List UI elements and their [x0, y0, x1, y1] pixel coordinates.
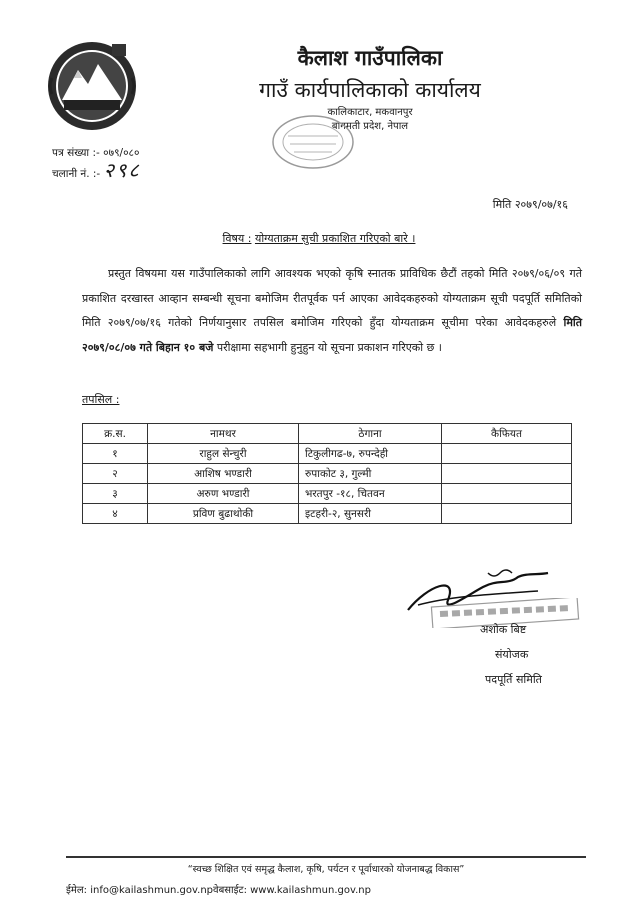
- col-serial: क्र.स.: [83, 424, 148, 444]
- footer-motto: “स्वच्छ शिक्षित एवं समृद्ध कैलाश, कृषि, पर्यटन र पूर्वाधारको योजनाबद्ध विकास”: [187, 864, 465, 875]
- signatory-committee: पदपूर्ति समिति: [485, 673, 542, 686]
- col-name: नामथर: [148, 424, 299, 444]
- letter-date: [493, 197, 568, 212]
- table-row: [83, 504, 572, 524]
- table-row: [83, 444, 572, 464]
- address-line-1: कालिकाटार, मकवानपुर: [327, 107, 413, 118]
- subject-label: विषय :: [222, 232, 252, 245]
- col-address: ठेगाना: [299, 424, 442, 444]
- merit-list-table: [82, 423, 572, 524]
- cell-address: टिकुलीगढ-७, रुपन्देही: [299, 444, 442, 464]
- cell-remarks: [442, 444, 572, 464]
- cell-name: प्रविण बुढाथोकी: [148, 504, 299, 524]
- cell-serial: ३: [83, 484, 148, 504]
- office-subtitle: गाउँ कार्यपालिकाको कार्यालय: [259, 78, 481, 102]
- details-label: तपसिल :: [82, 393, 120, 406]
- cell-address: इटहरी-२, सुनसरी: [299, 504, 442, 524]
- reference-value: ०७९/०८०: [103, 147, 140, 159]
- date-value: २०७९/०७/१६: [514, 198, 568, 211]
- signatory-name: अशोक बिष्ट: [480, 623, 527, 636]
- dispatch-number: [52, 156, 141, 183]
- cell-name: राहुल सेन्चुरी: [148, 444, 299, 464]
- dispatch-value: २९८: [103, 158, 141, 182]
- reference-label: पत्र संख्या :-: [52, 147, 100, 159]
- col-remarks: कैफियत: [442, 424, 572, 444]
- address-line-2: बागमती प्रदेश, नेपाल: [331, 121, 409, 132]
- signatory-role: संयोजक: [495, 648, 529, 661]
- cell-remarks: [442, 464, 572, 484]
- body-part-1: प्रस्तुत विषयमा यस गाउँपालिकाको लागि आवश्यक भएको कृषि स्नातक प्राविधिक छैटौं तहको मिति २०७९/०६/०९ गते प्रकाशित दरखास्त आव्हान सम्बन्धी सूचना बमोजिम रीतपूर्वक पर्न आएका आवेदकहरुको योग्यताक्रम सूची पदपूर्ति समितिको मिति २०७९/०७/१६ गतेको निर्णयानुसार तपसिल बमोजिम गरिएको हुँदा योग्यताक्रम सूचीमा परेका आवेदकहरुले: [82, 267, 582, 329]
- cell-serial: ४: [83, 504, 148, 524]
- subject-line: [0, 231, 638, 246]
- body-part-2: परीक्षामा सहभागी हुनुहुन यो सूचना प्रकाशन गरिएको छ ।: [216, 340, 442, 354]
- cell-remarks: [442, 484, 572, 504]
- notice-body: [82, 262, 582, 360]
- table-row: [83, 484, 572, 504]
- cell-remarks: [442, 504, 572, 524]
- subject-text: योग्यताक्रम सुची प्रकाशित गरिएको बारे ।: [254, 232, 416, 245]
- exam-datetime: मिति २०७९/०८/०७ गते बिहान १० बजे: [82, 316, 583, 354]
- office-stamp: [268, 112, 358, 172]
- cell-name: आशिष भण्डारी: [148, 464, 299, 484]
- footer-contact: ईमेल: info@kailashmun.gov.npवेबसाईट: www.kailashmun.gov.np: [66, 885, 371, 896]
- table-row: [83, 464, 572, 484]
- cell-serial: १: [83, 444, 148, 464]
- dispatch-label: चलानी नं. :-: [52, 168, 101, 180]
- cell-address: भरतपुर -१८, चितवन: [299, 484, 442, 504]
- table-header-row: [83, 424, 572, 444]
- cell-serial: २: [83, 464, 148, 484]
- cell-address: रुपाकोट ३, गुल्मी: [299, 464, 442, 484]
- office-title: कैलाश गाउँपालिका: [297, 46, 443, 70]
- cell-name: अरुण भण्डारी: [148, 484, 299, 504]
- footer-divider: [66, 856, 586, 858]
- notice-paragraph: [82, 262, 582, 360]
- municipality-logo: [46, 40, 138, 132]
- date-label: मिति: [492, 198, 512, 211]
